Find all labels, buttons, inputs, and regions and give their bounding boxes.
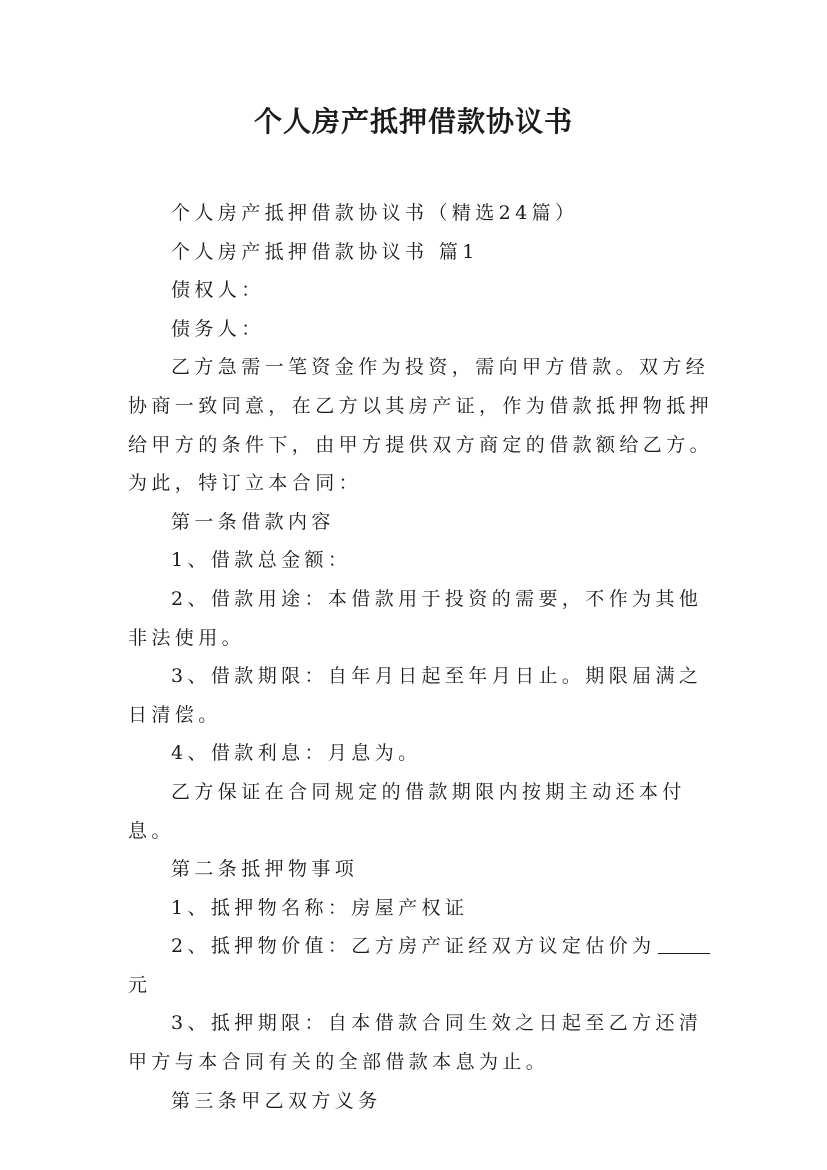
paragraph-loan-purpose: 2、借款用途：本借款用于投资的需要，不作为其他非法使用。 [128,587,703,649]
paragraph-section-heading: 个人房产抵押借款协议书 篇1 [171,240,479,263]
paragraph-debtor: 债务人： [171,317,265,340]
paragraph-collateral-value [128,927,714,1004]
document-title: 个人房产抵押借款协议书 [253,105,573,138]
paragraph-subtitle: 个人房产抵押借款协议书（精选24篇） [171,202,579,224]
paragraph-article-3: 第三条甲乙双方义务 [171,1089,382,1112]
blank-underline [658,935,710,954]
paragraph-article-2: 第二条抵押物事项 [171,858,359,881]
paragraph-repayment-guarantee: 乙方保证在合同规定的借款期限内按期主动还本付息。 [128,780,686,842]
paragraph-loan-amount: 1、借款总金额： [171,549,352,572]
paragraph-intro: 乙方急需一笔资金作为投资，需向甲方借款。双方经协商一致同意，在乙方以其房产证，作为借款抵押物抵押给甲方的条件下，由甲方提供双方商定的借款额给乙方。为此，特订立本合同： [128,356,714,495]
paragraph-article-1: 第一条借款内容 [171,510,335,533]
paragraph-collateral-name: 1、抵押物名称：房屋产权证 [171,896,469,919]
paragraph-collateral-term: 3、抵押期限：自本借款合同生效之日起至乙方还清甲方与本合同有关的全部借款本息为止。 [128,1012,703,1074]
collateral-value-prefix: 2、抵押物价值：乙方房产证经双方议定估价为 [171,935,656,958]
paragraph-creditor: 债权人： [171,279,265,302]
document-body [128,194,714,1120]
collateral-value-suffix: 元 [128,973,152,996]
paragraph-loan-interest: 4、借款利息：月息为。 [171,742,422,765]
paragraph-loan-term: 3、借款期限：自年月日起至年月日止。期限届满之日清偿。 [128,665,703,726]
